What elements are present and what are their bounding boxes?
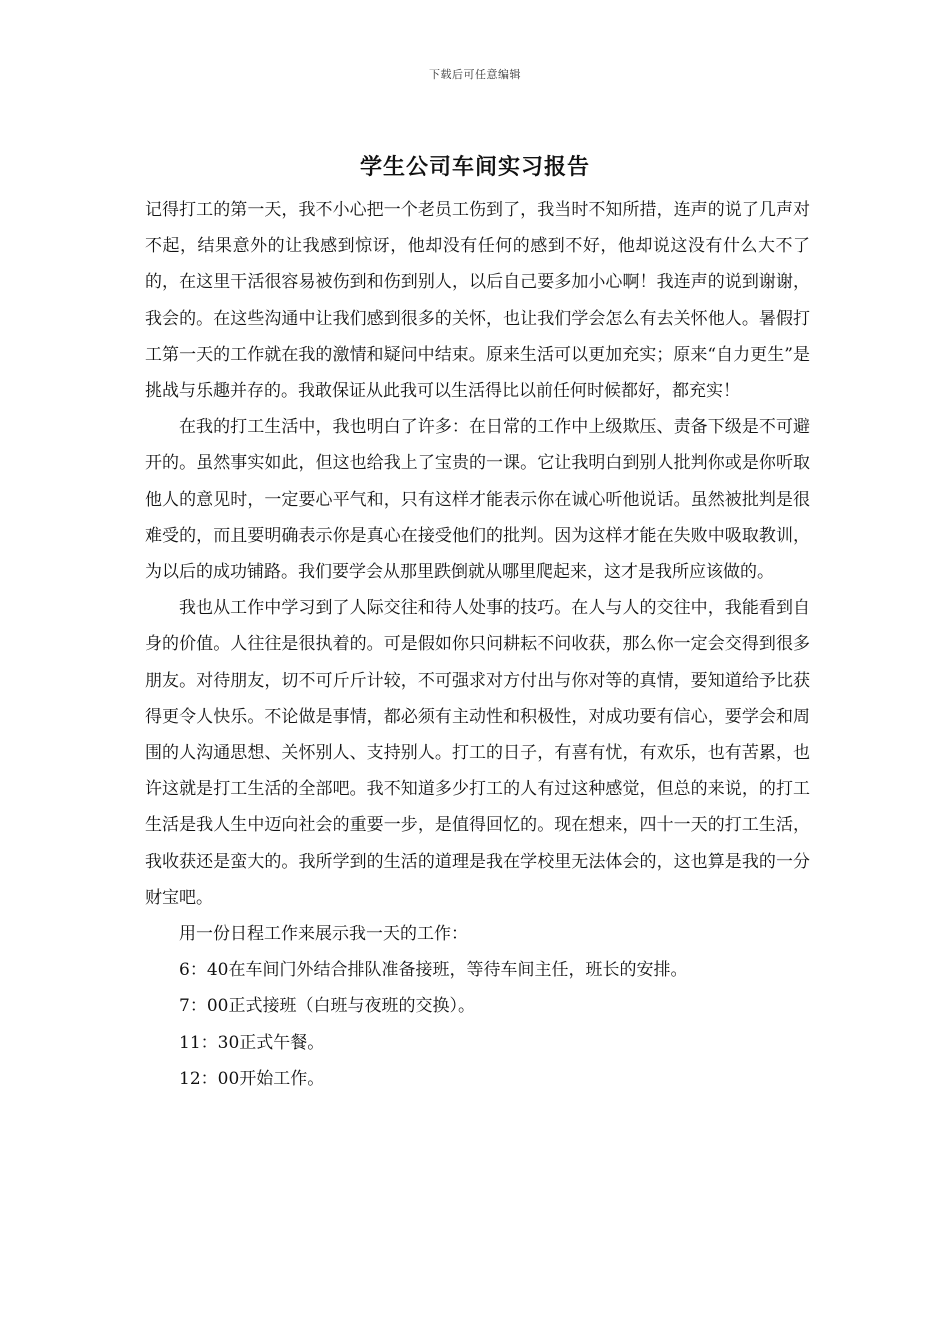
paragraph-2: 在我的打工生活中，我也明白了许多：在日常的工作中上级欺压、责备下级是不可避开的。虽然事实如此，但这也给我上了宝贵的一课。它让我明白到别人批判你或是你听取他人的意见时，一定要心平气和，只有这样才能表示你在诚心听他说话。虽然被批判是很难受的，而且要明确表示你是真心在接受他们的批判。因为这样才能在失败中吸取教训，为以后的成功铺路。我们要学会从那里跌倒就从哪里爬起来，这才是我所应该做的。 — [145, 417, 810, 583]
document-body — [145, 192, 810, 1097]
header-note: 下载后可任意编辑 — [429, 68, 521, 81]
paragraph-1: 记得打工的第一天，我不小心把一个老员工伤到了，我当时不知所措，连声的说了几声对不起，结果意外的让我感到惊讶，他却没有任何的感到不好，他却说这没有什么大不了的，在这里干活很容易被伤到和伤到别人，以后自己要多加小心啊！我连声的说到谢谢，我会的。在这些沟通中让我们感到很多的关怀，也让我们学会怎么有去关怀他人。暑假打工第一天的工作就在我的激情和疑问中结束。原来生活可以更加充实；原来“自力更生”是挑战与乐趣并存的。我敢保证从此我可以生活得比以前任何时候都好，都充实！ — [145, 200, 810, 402]
schedule-item: 12：00开始工作。 — [179, 1068, 325, 1089]
schedule-item: 6：40在车间门外结合排队准备接班，等待车间主任，班长的安排。 — [179, 960, 688, 981]
paragraph-3: 我也从工作中学习到了人际交往和待人处事的技巧。在人与人的交往中，我能看到自身的价值。人往往是很执着的。可是假如你只问耕耘不问收获，那么你一定会交得到很多朋友。对待朋友，切不可斤斤计较，不可强求对方付出与你对等的真情，要知道给予比获得更令人快乐。不论做是事情，都必须有主动性和积极性，对成功要有信心，要学会和周围的人沟通思想、关怀别人、支持别人。打工的日子，有喜有忧，有欢乐，也有苦累，也许这就是打工生活的全部吧。我不知道多少打工的人有过这种感觉，但总的来说，的打工生活是我人生中迈向社会的重要一步，是值得回忆的。现在想来，四十一天的打工生活，我收获还是蛮大的。我所学到的生活的道理是我在学校里无法体会的，这也算是我的一分财宝吧。 — [145, 598, 810, 908]
document-title: 学生公司车间实习报告 — [359, 154, 590, 180]
schedule-intro: 用一份日程工作来展示我一天的工作： — [179, 924, 468, 945]
schedule-item: 11：30正式午餐。 — [179, 1032, 325, 1053]
schedule-item: 7：00正式接班（白班与夜班的交换）。 — [179, 996, 475, 1017]
